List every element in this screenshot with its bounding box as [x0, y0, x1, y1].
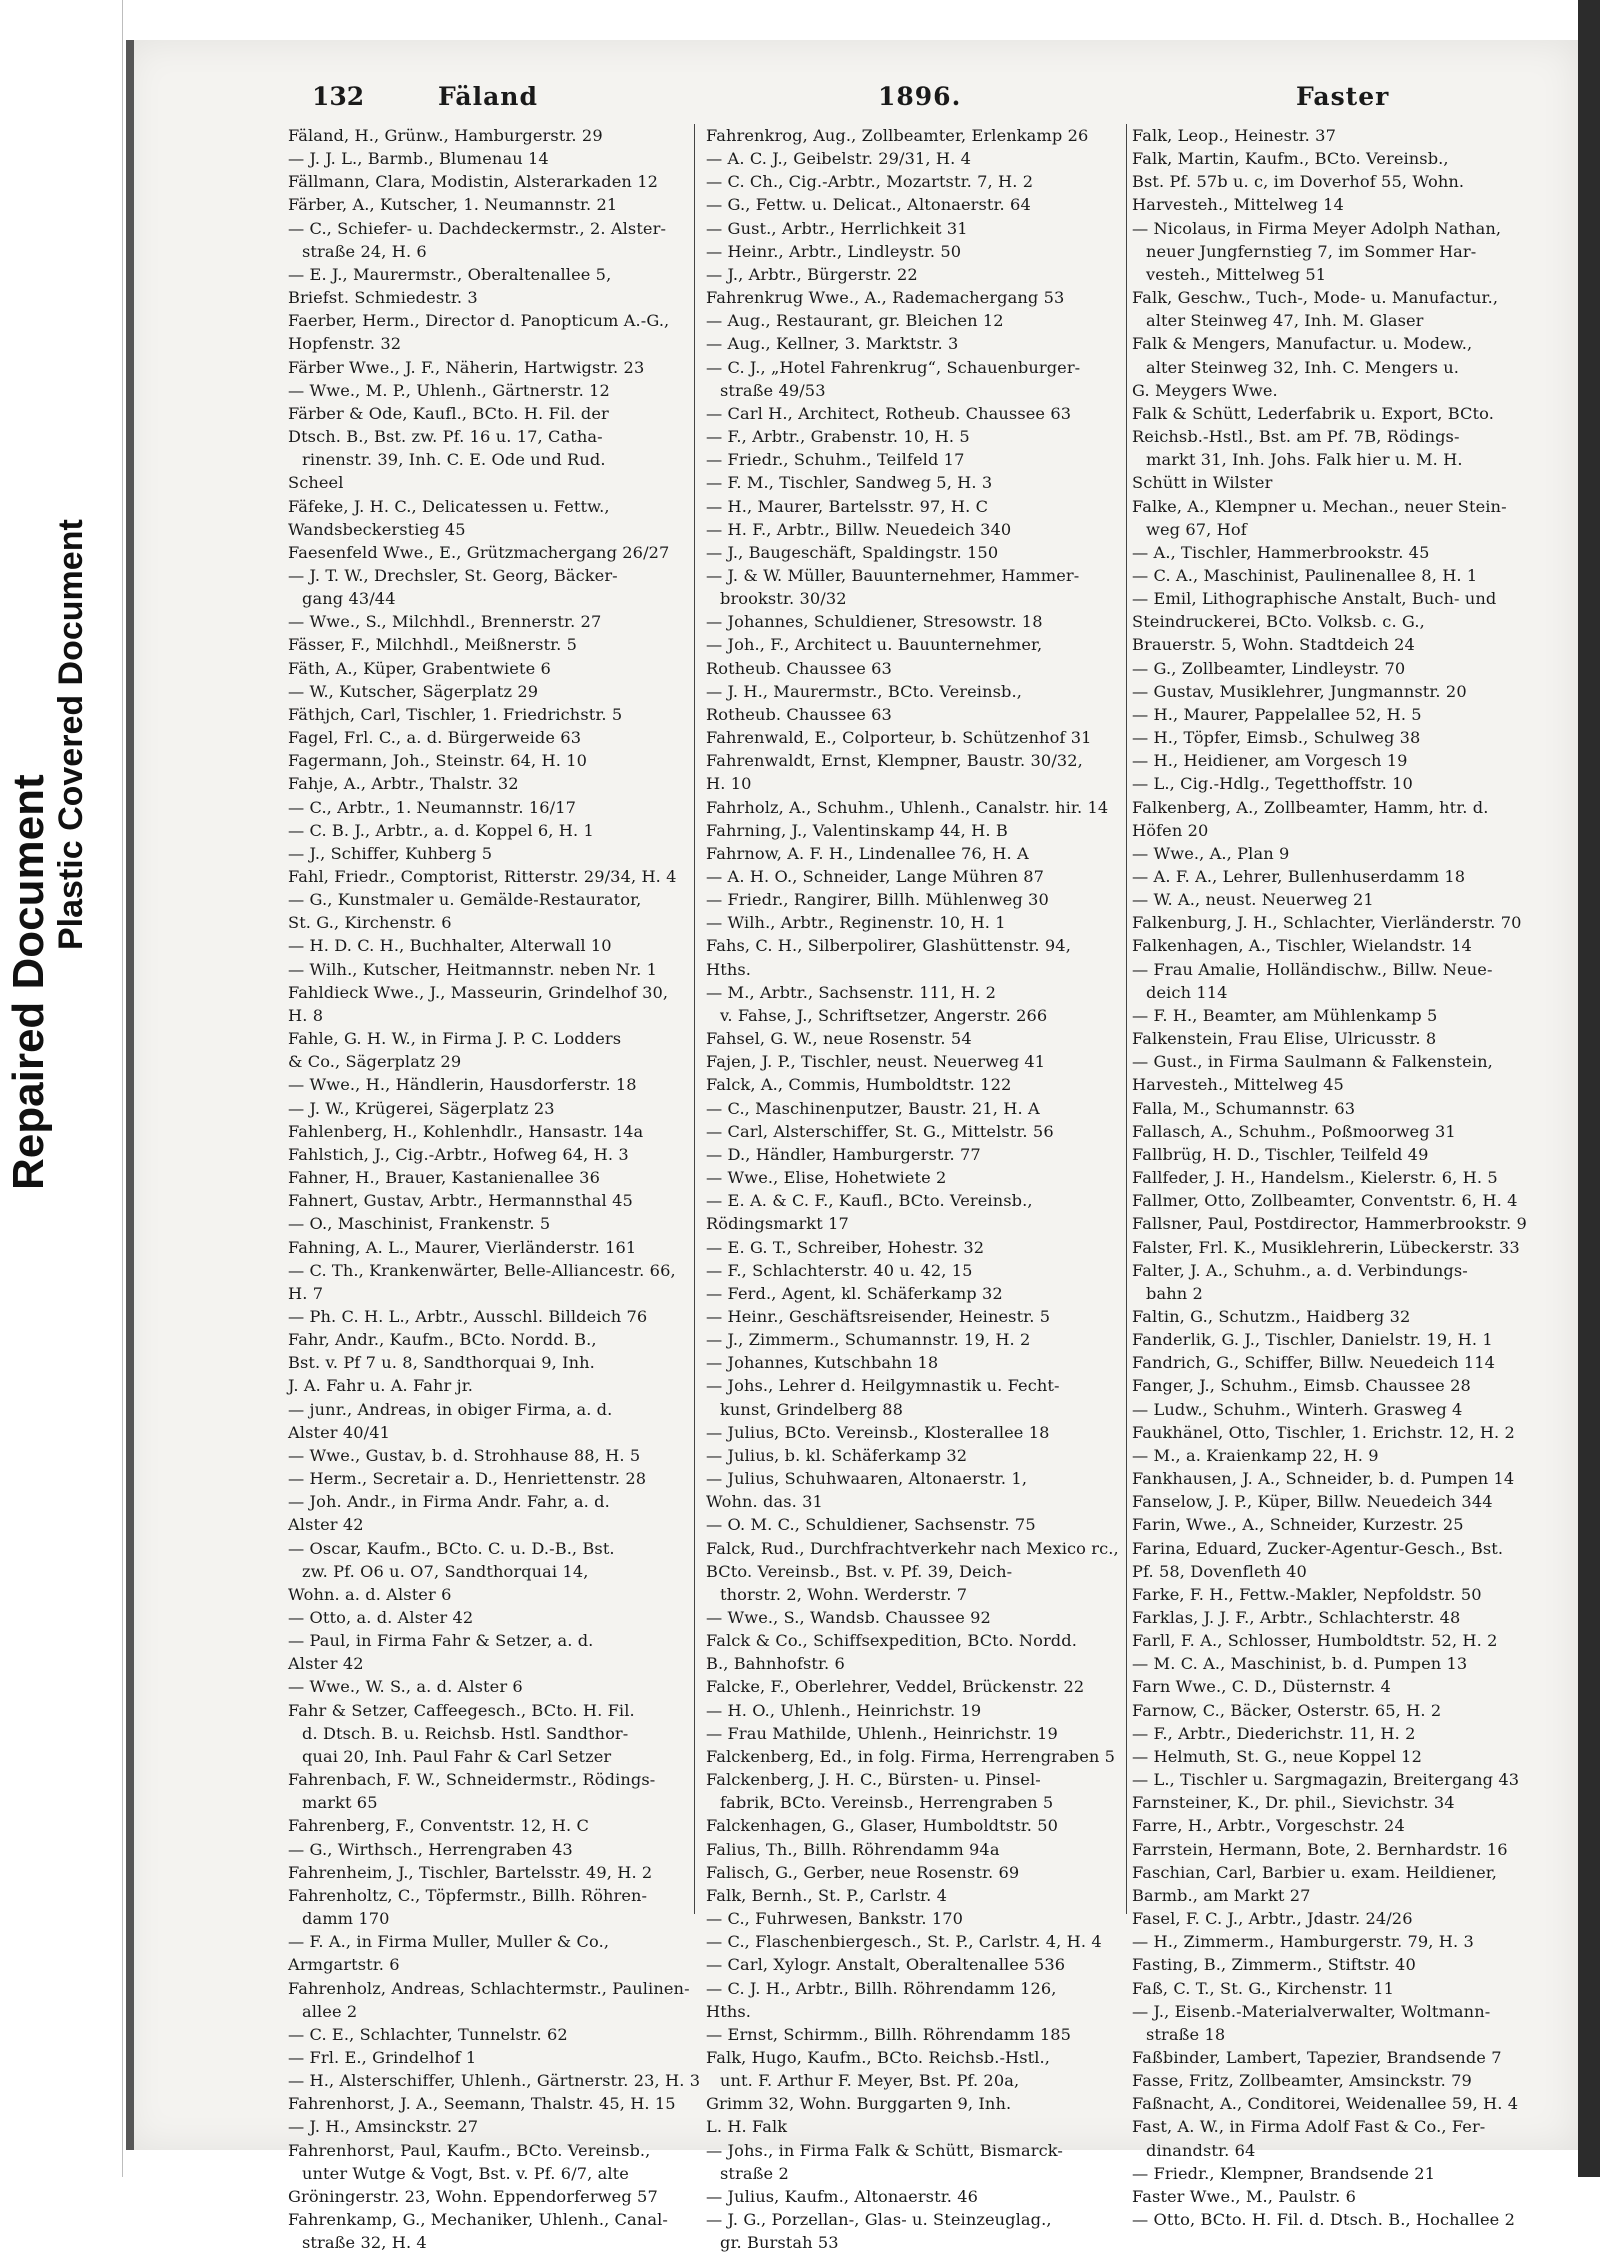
- directory-line: Fahl, Friedr., Comptorist, Ritterstr. 29/34, H. 4: [288, 867, 677, 886]
- directory-line: vesteh., Mittelweg 51: [1146, 264, 1327, 284]
- directory-line: — F. H., Beamter, am Mühlenkamp 5: [1132, 1005, 1438, 1025]
- directory-line: Brauerstr. 5, Wohn. Stadtdeich 24: [1132, 635, 1415, 655]
- directory-line: — Carl H., Architect, Rotheub. Chaussee 63: [706, 403, 1072, 423]
- directory-line: Faschian, Carl, Barbier u. exam. Heildiener,: [1132, 1862, 1498, 1882]
- directory-line: — Friedr., Schuhm., Teilfeld 17: [706, 450, 965, 470]
- directory-line: — F., Arbtr., Grabenstr. 10, H. 5: [706, 427, 970, 447]
- directory-line: — E. J., Maurermstr., Oberaltenallee 5,: [288, 264, 612, 284]
- directory-line: straße 24, H. 6: [302, 241, 427, 261]
- directory-line: — C. J. H., Arbtr., Billh. Röhrendamm 126,: [706, 1978, 1057, 1998]
- directory-line: Fasting, B., Zimmerm., Stiftstr. 40: [1132, 1955, 1416, 1975]
- directory-line: — M. C. A., Maschinist, b. d. Pumpen 13: [1132, 1654, 1468, 1674]
- directory-line: — Nicolaus, in Firma Meyer Adolph Nathan,: [1132, 218, 1502, 238]
- directory-line: Fasel, F. C. J., Arbtr., Jdastr. 24/26: [1132, 1909, 1413, 1929]
- directory-line: Faltin, G., Schutzm., Haidberg 32: [1132, 1306, 1411, 1326]
- directory-line: — J. J. L., Barmb., Blumenau 14: [288, 149, 549, 169]
- directory-line: BCto. Vereinsb., Bst. v. Pf. 39, Deich-: [706, 1561, 1013, 1581]
- page-header: [300, 78, 1560, 118]
- directory-line: zw. Pf. O6 u. O7, Sandthorquai 14,: [302, 1561, 589, 1581]
- directory-line: Falck, A., Commis, Humboldtstr. 122: [706, 1075, 1012, 1095]
- directory-line: Faßbinder, Lambert, Tapezier, Brandsende 7: [1132, 2047, 1502, 2067]
- directory-line: Fasse, Fritz, Zollbeamter, Amsinckstr. 79: [1132, 2071, 1472, 2091]
- directory-line: — H. O., Uhlenh., Heinrichstr. 19: [706, 1700, 982, 1720]
- directory-line: — J. W., Krügerei, Sägerplatz 23: [288, 1098, 555, 1118]
- directory-line: — Emil, Lithographische Anstalt, Buch- und: [1132, 589, 1497, 609]
- directory-line: — Johs., in Firma Falk & Schütt, Bismarck-: [706, 2140, 1063, 2160]
- directory-line: — Carl, Xylogr. Anstalt, Oberaltenallee 536: [706, 1955, 1066, 1975]
- directory-line: Fallmer, Otto, Zollbeamter, Conventstr. 6, H. 4: [1132, 1191, 1518, 1211]
- directory-line: Farklas, J. J. F., Arbtr., Schlachterstr. 48: [1132, 1608, 1461, 1627]
- directory-line: Alster 40/41: [288, 1422, 390, 1442]
- directory-line: Fahning, A. L., Maurer, Vierländerstr. 161: [288, 1237, 637, 1257]
- directory-line: — G., Fettw. u. Delicat., Altonaerstr. 64: [706, 195, 1031, 215]
- directory-line: — E. G. T., Schreiber, Hohestr. 32: [706, 1237, 985, 1257]
- directory-line: Farin, Wwe., A., Schneider, Kurzestr. 25: [1132, 1515, 1464, 1535]
- directory-line: Falla, M., Schumannstr. 63: [1132, 1098, 1356, 1118]
- directory-line: Fahrenkamp, G., Mechaniker, Uhlenh., Canal-: [288, 2210, 668, 2230]
- directory-line: — C., Schiefer- u. Dachdeckermstr., 2. Alster-: [288, 218, 667, 238]
- directory-line: Fandrich, G., Schiffer, Billw. Neuedeich 114: [1132, 1353, 1496, 1373]
- directory-line: Fahrenholz, Andreas, Schlachtermstr., Paulinen-: [288, 1978, 690, 1998]
- directory-line: — H., Alsterschiffer, Uhlenh., Gärtnerstr. 23, H. 3: [288, 2071, 701, 2091]
- column-divider: [694, 124, 695, 1914]
- directory-line: Falckenberg, J. H. C., Bürsten- u. Pinsel-: [706, 1770, 1041, 1790]
- directory-line: Farnow, C., Bäcker, Osterstr. 65, H. 2: [1132, 1700, 1442, 1720]
- directory-line: Falius, Th., Billh. Röhrendamm 94a: [706, 1839, 1000, 1859]
- directory-line: — F., Arbtr., Diederichstr. 11, H. 2: [1132, 1723, 1416, 1743]
- directory-line: — Ludw., Schuhm., Winterh. Grasweg 4: [1132, 1399, 1463, 1419]
- directory-line: Alster 42: [288, 1515, 364, 1535]
- directory-line: Falkenberg, A., Zollbeamter, Hamm, htr. d.: [1132, 797, 1489, 817]
- directory-line: — Friedr., Klempner, Brandsende 21: [1132, 2163, 1436, 2183]
- directory-line: straße 18: [1146, 2024, 1226, 2044]
- directory-line: — C. B. J., Arbtr., a. d. Koppel 6, H. 1: [288, 820, 594, 840]
- directory-line: — J. T. W., Drechsler, St. Georg, Bäcker-: [288, 565, 618, 585]
- directory-line: Fällmann, Clara, Modistin, Alsterarkaden 12: [288, 172, 658, 192]
- directory-line: — Wwe., S., Milchhdl., Brennerstr. 27: [288, 612, 602, 632]
- directory-line: Farrstein, Hermann, Bote, 2. Bernhardstr. 16: [1132, 1839, 1508, 1859]
- directory-line: — Frau Amalie, Holländischw., Billw. Neue-: [1132, 959, 1493, 979]
- directory-line: — A. C. J., Geibelstr. 29/31, H. 4: [706, 149, 971, 169]
- directory-line: Rotheub. Chaussee 63: [706, 658, 892, 678]
- directory-line: — Wwe., A., Plan 9: [1132, 843, 1290, 863]
- directory-line: Hths.: [706, 959, 751, 979]
- directory-line: Fäland, H., Grünw., Hamburgerstr. 29: [288, 126, 603, 145]
- directory-line: — Johannes, Kutschbahn 18: [706, 1353, 939, 1373]
- directory-line: Hths.: [706, 2001, 751, 2021]
- directory-line: Fahr, Andr., Kaufm., BCto. Nordd. B.,: [288, 1330, 597, 1350]
- directory-line: Bst. Pf. 57b u. c, im Doverhof 55, Wohn.: [1132, 172, 1465, 192]
- directory-line: J. A. Fahr u. A. Fahr jr.: [288, 1376, 474, 1396]
- directory-line: Bst. v. Pf 7 u. 8, Sandthorquai 9, Inh.: [288, 1353, 595, 1373]
- right-running-head: Faster: [1296, 82, 1390, 111]
- directory-line: — Helmuth, St. G., neue Koppel 12: [1132, 1746, 1422, 1766]
- column-divider: [1126, 124, 1127, 1914]
- directory-line: — O. M. C., Schuldiener, Sachsenstr. 75: [706, 1515, 1036, 1535]
- directory-line: unter Wutge & Vogt, Bst. v. Pf. 6/7, alte: [302, 2163, 629, 2183]
- directory-line: Rotheub. Chaussee 63: [706, 704, 892, 724]
- directory-line: Fahrholz, A., Schuhm., Uhlenh., Canalstr. hir. 14: [706, 797, 1109, 817]
- directory-line: Falk, Hugo, Kaufm., BCto. Reichsb.-Hstl.,: [706, 2047, 1051, 2067]
- directory-line: allee 2: [302, 2001, 358, 2021]
- directory-line: — G., Zollbeamter, Lindleystr. 70: [1132, 658, 1406, 678]
- directory-line: straße 2: [720, 2163, 789, 2183]
- directory-line: Falck, Rud., Durchfrachtverkehr nach Mexico rc.,: [706, 1538, 1119, 1558]
- directory-line: Fahrenwald, E., Colporteur, b. Schützenhof 31: [706, 728, 1092, 748]
- directory-line: Fäfeke, J. H. C., Delicatessen u. Fettw.,: [288, 496, 610, 516]
- directory-line: unt. F. Arthur F. Meyer, Bst. Pf. 20a,: [720, 2071, 1020, 2091]
- directory-line: — Johannes, Schuldiener, Stresowstr. 18: [706, 612, 1043, 632]
- directory-line: — Heinr., Geschäftsreisender, Heinestr. 5: [706, 1306, 1051, 1326]
- directory-line: — Julius, BCto. Vereinsb., Klosterallee 18: [706, 1422, 1050, 1442]
- directory-line: — Johs., Lehrer d. Heilgymnastik u. Fecht-: [706, 1376, 1060, 1396]
- directory-line: — Otto, a. d. Alster 42: [288, 1608, 474, 1627]
- directory-line: H. 7: [288, 1283, 324, 1303]
- directory-line: — G., Kunstmaler u. Gemälde-Restaurator,: [288, 890, 642, 910]
- directory-line: v. Fahse, J., Schriftsetzer, Angerstr. 266: [720, 1005, 1048, 1025]
- directory-line: — H., Töpfer, Eimsb., Schulweg 38: [1132, 728, 1421, 748]
- directory-line: Falcke, F., Oberlehrer, Veddel, Brückenstr. 22: [706, 1677, 1085, 1697]
- directory-line: Falisch, G., Gerber, neue Rosenstr. 69: [706, 1862, 1020, 1882]
- directory-line: Fahr & Setzer, Caffeegesch., BCto. H. Fil.: [288, 1700, 635, 1720]
- directory-line: brookstr. 30/32: [720, 589, 847, 609]
- directory-line: alter Steinweg 47, Inh. M. Glaser: [1146, 311, 1424, 331]
- directory-line: Falter, J. A., Schuhm., a. d. Verbindungs-: [1132, 1260, 1468, 1280]
- directory-line: — J. G., Porzellan-, Glas- u. Steinzeuglag.,: [706, 2210, 1052, 2230]
- directory-line: — F. M., Tischler, Sandweg 5, H. 3: [706, 473, 993, 493]
- directory-line: Fahrenholtz, C., Töpfermstr., Billh. Röhren-: [288, 1885, 648, 1905]
- directory-line: Fahrenheim, J., Tischler, Bartelsstr. 49, H. 2: [288, 1862, 653, 1882]
- directory-line: Fahrenkrug Wwe., A., Rademachergang 53: [706, 288, 1065, 308]
- directory-line: Fallbrüg, H. D., Tischler, Teilfeld 49: [1132, 1144, 1429, 1164]
- directory-line: Fahsel, G. W., neue Rosenstr. 54: [706, 1029, 972, 1049]
- directory-line: Falck & Co., Schiffsexpedition, BCto. Nordd.: [706, 1631, 1077, 1651]
- directory-line: — Paul, in Firma Fahr & Setzer, a. d.: [288, 1631, 594, 1651]
- directory-line: — F., Schlachterstr. 40 u. 42, 15: [706, 1260, 973, 1280]
- directory-line: d. Dtsch. B. u. Reichsb. Hstl. Sandthor-: [302, 1723, 629, 1743]
- directory-line: — C. Th., Krankenwärter, Belle-Alliancestr. 66,: [288, 1260, 676, 1280]
- directory-line: — W., Kutscher, Sägerplatz 29: [288, 681, 539, 701]
- directory-line: Falckenberg, Ed., in folg. Firma, Herrengraben 5: [706, 1746, 1116, 1766]
- directory-line: — Gustav, Musiklehrer, Jungmannstr. 20: [1132, 681, 1467, 701]
- directory-line: — Julius, Kaufm., Altonaerstr. 46: [706, 2186, 979, 2206]
- directory-line: Farn Wwe., C. D., Düsternstr. 4: [1132, 1677, 1391, 1697]
- directory-line: Falkenhagen, A., Tischler, Wielandstr. 14: [1132, 936, 1472, 956]
- directory-line: — A. H. O., Schneider, Lange Mühren 87: [706, 867, 1045, 886]
- directory-line: — junr., Andreas, in obiger Firma, a. d.: [288, 1399, 613, 1419]
- directory-line: Fahlenberg, H., Kohlenhdlr., Hansastr. 14a: [288, 1121, 644, 1141]
- directory-line: markt 31, Inh. Johs. Falk hier u. M. H.: [1146, 450, 1463, 470]
- directory-line: Fagel, Frl. C., a. d. Bürgerweide 63: [288, 728, 582, 748]
- directory-line: Wandsbeckerstieg 45: [288, 519, 466, 539]
- directory-line: — D., Händler, Hamburgerstr. 77: [706, 1144, 981, 1164]
- directory-line: straße 49/53: [720, 380, 826, 400]
- directory-line: gr. Burstah 53: [720, 2233, 839, 2253]
- directory-line: — Wilh., Kutscher, Heitmannstr. neben Nr. 1: [288, 959, 658, 979]
- directory-column-2: [706, 124, 1136, 2253]
- directory-line: — H., Zimmerm., Hamburgerstr. 79, H. 3: [1132, 1932, 1474, 1952]
- plastic-covered-document-label: Plastic Covered Document: [52, 519, 90, 950]
- directory-line: — G., Wirthsch., Herrengraben 43: [288, 1839, 573, 1859]
- directory-line: Falke, A., Klempner u. Mechan., neuer Stein-: [1132, 496, 1507, 516]
- directory-line: Faster Wwe., M., Paulstr. 6: [1132, 2186, 1357, 2206]
- directory-line: Fanderlik, G. J., Tischler, Danielstr. 19, H. 1: [1132, 1330, 1493, 1350]
- directory-line: Grimm 32, Wohn. Burggarten 9, Inh.: [706, 2094, 1012, 2114]
- directory-line: — L., Cig.-Hdlg., Tegetthoffstr. 10: [1132, 774, 1413, 794]
- directory-line: Fajen, J. P., Tischler, neust. Neuerweg 41: [706, 1052, 1046, 1072]
- directory-line: — J., Arbtr., Bürgerstr. 22: [706, 264, 918, 284]
- directory-column-1: [288, 124, 701, 2253]
- directory-line: Falk, Martin, Kaufm., BCto. Vereinsb.,: [1132, 149, 1449, 169]
- directory-line: B., Bahnhofstr. 6: [706, 1654, 845, 1674]
- directory-line: — C. E., Schlachter, Tunnelstr. 62: [288, 2024, 568, 2044]
- directory-line: Dtsch. B., Bst. zw. Pf. 16 u. 17, Catha-: [288, 427, 603, 447]
- directory-line: — J., Eisenb.-Materialverwalter, Woltmann-: [1132, 2001, 1491, 2021]
- directory-line: Fahlstich, J., Cig.-Arbtr., Hofweg 64, H. 3: [288, 1144, 629, 1164]
- directory-line: — Frl. E., Grindelhof 1: [288, 2047, 477, 2067]
- directory-line: Fahrenhorst, J. A., Seemann, Thalstr. 45, H. 15: [288, 2094, 676, 2114]
- directory-line: Farnsteiner, K., Dr. phil., Sievichstr. 34: [1132, 1793, 1455, 1813]
- directory-line: Falk, Geschw., Tuch-, Mode- u. Manufactur.,: [1132, 288, 1499, 308]
- year-heading: 1896.: [878, 82, 962, 111]
- directory-line: — J., Schiffer, Kuhberg 5: [288, 843, 493, 863]
- directory-line: Rödingsmarkt 17: [706, 1214, 849, 1234]
- directory-line: deich 114: [1146, 982, 1228, 1002]
- directory-line: fabrik, BCto. Vereinsb., Herrengraben 5: [720, 1793, 1054, 1813]
- directory-line: — C. J., „Hotel Fahrenkrug“, Schauenburger-: [706, 357, 1081, 377]
- directory-line: Fässer, F., Milchhdl., Meißnerstr. 5: [288, 635, 578, 655]
- directory-line: Falkenstein, Frau Elise, Ulricusstr. 8: [1132, 1029, 1437, 1049]
- directory-line: Gröningerstr. 23, Wohn. Eppendorferweg 57: [288, 2186, 658, 2206]
- binding-strip: [0, 0, 123, 2177]
- directory-line: — J. H., Amsinckstr. 27: [288, 2117, 479, 2137]
- directory-line: Fallfeder, J. H., Handelsm., Kielerstr. 6, H. 5: [1132, 1168, 1498, 1188]
- directory-line: alter Steinweg 32, Inh. C. Mengers u.: [1146, 357, 1460, 377]
- directory-line: — J. & W. Müller, Bauunternehmer, Hammer-: [706, 565, 1080, 585]
- directory-line: Steindruckerei, BCto. Volksb. c. G.,: [1132, 612, 1425, 632]
- directory-line: Wohn. a. d. Alster 6: [288, 1584, 452, 1604]
- directory-line: Faßnacht, A., Conditorei, Weidenallee 59, H. 4: [1132, 2094, 1519, 2114]
- directory-line: Falk, Bernh., St. P., Carlstr. 4: [706, 1885, 948, 1905]
- repaired-document-label: Repaired Document: [4, 774, 53, 1190]
- directory-line: markt 65: [302, 1793, 378, 1813]
- directory-line: — Frau Mathilde, Uhlenh., Heinrichstr. 19: [706, 1723, 1058, 1743]
- directory-line: Fahrning, J., Valentinskamp 44, H. B: [706, 820, 1008, 840]
- directory-line: — Herm., Secretair a. D., Henriettenstr. 28: [288, 1469, 647, 1489]
- directory-line: Färber Wwe., J. F., Näherin, Hartwigstr. 23: [288, 357, 645, 377]
- directory-line: Falckenhagen, G., Glaser, Humboldtstr. 50: [706, 1816, 1059, 1836]
- directory-line: Fäth, A., Küper, Grabentwiete 6: [288, 658, 551, 678]
- directory-line: — H., Heidiener, am Vorgesch 19: [1132, 751, 1408, 771]
- directory-line: Faukhänel, Otto, Tischler, 1. Erichstr. 12, H. 2: [1132, 1422, 1515, 1442]
- directory-line: Fahldieck Wwe., J., Masseurin, Grindelhof 30,: [288, 982, 669, 1002]
- directory-line: Fahrenberg, F., Conventstr. 12, H. C: [288, 1816, 589, 1836]
- directory-line: — C. A., Maschinist, Paulinenallee 8, H. 1: [1132, 565, 1478, 585]
- page-edge-right: [1578, 0, 1600, 2177]
- directory-line: bahn 2: [1146, 1283, 1203, 1303]
- directory-line: Fahrenwaldt, Ernst, Klempner, Baustr. 30/32,: [706, 751, 1083, 771]
- directory-line: — F. A., in Firma Muller, Muller & Co.,: [288, 1932, 610, 1952]
- directory-line: — M., Arbtr., Sachsenstr. 111, H. 2: [706, 982, 997, 1002]
- directory-line: — J., Zimmerm., Schumannstr. 19, H. 2: [706, 1330, 1031, 1350]
- directory-line: Fahrenkrog, Aug., Zollbeamter, Erlenkamp 26: [706, 126, 1089, 145]
- directory-line: Faesenfeld Wwe., E., Grützmachergang 26/27: [288, 542, 670, 562]
- directory-line: — M., a. Kraienkamp 22, H. 9: [1132, 1445, 1379, 1465]
- directory-line: kunst, Grindelberg 88: [720, 1399, 904, 1419]
- directory-line: — Wwe., W. S., a. d. Alster 6: [288, 1677, 523, 1697]
- directory-line: H. 8: [288, 1005, 324, 1025]
- directory-line: straße 32, H. 4: [302, 2233, 427, 2253]
- directory-line: — Joh., F., Architect u. Bauunternehmer,: [706, 635, 1043, 655]
- directory-line: Briefst. Schmiedestr. 3: [288, 288, 478, 308]
- directory-line: — Gust., in Firma Saulmann & Falkenstein,: [1132, 1052, 1493, 1072]
- directory-line: — Wilh., Arbtr., Reginenstr. 10, H. 1: [706, 913, 1006, 933]
- directory-line: St. G., Kirchenstr. 6: [288, 913, 452, 933]
- directory-line: — Aug., Restaurant, gr. Bleichen 12: [706, 311, 1004, 331]
- directory-line: Schütt in Wilster: [1132, 473, 1273, 493]
- directory-line: — O., Maschinist, Frankenstr. 5: [288, 1214, 551, 1234]
- directory-line: Fahs, C. H., Silberpolirer, Glashüttenstr. 94,: [706, 936, 1071, 956]
- directory-line: — C., Maschinenputzer, Baustr. 21, H. A: [706, 1098, 1040, 1118]
- directory-line: — Wwe., Gustav, b. d. Strohhause 88, H. 5: [288, 1445, 641, 1465]
- directory-line: Faß, C. T., St. G., Kirchenstr. 11: [1132, 1978, 1395, 1998]
- directory-line: — L., Tischler u. Sargmagazin, Breitergang 43: [1132, 1770, 1520, 1790]
- directory-line: thorstr. 2, Wohn. Werderstr. 7: [720, 1584, 968, 1604]
- directory-line: Farll, F. A., Schlosser, Humboldtstr. 52, H. 2: [1132, 1631, 1498, 1651]
- directory-line: — C., Fuhrwesen, Bankstr. 170: [706, 1909, 964, 1929]
- directory-line: — Oscar, Kaufm., BCto. C. u. D.-B., Bst.: [288, 1538, 615, 1558]
- directory-line: — Ferd., Agent, kl. Schäferkamp 32: [706, 1283, 1003, 1303]
- directory-line: — Wwe., S., Wandsb. Chaussee 92: [706, 1608, 991, 1627]
- directory-line: — H. F., Arbtr., Billw. Neuedeich 340: [706, 519, 1012, 539]
- directory-line: — Wwe., H., Händlerin, Hausdorferstr. 18: [288, 1075, 637, 1095]
- directory-line: Falster, Frl. K., Musiklehrerin, Lübeckerstr. 33: [1132, 1237, 1520, 1257]
- directory-line: Alster 42: [288, 1654, 364, 1674]
- directory-line: — Carl, Alsterschiffer, St. G., Mittelstr. 56: [706, 1121, 1054, 1141]
- directory-line: L. H. Falk: [706, 2117, 788, 2137]
- directory-line: rinenstr. 39, Inh. C. E. Ode und Rud.: [302, 450, 606, 470]
- directory-line: — Otto, BCto. H. Fil. d. Dtsch. B., Hochallee 2: [1132, 2210, 1515, 2230]
- directory-line: Fahrenhorst, Paul, Kaufm., BCto. Vereinsb.,: [288, 2140, 651, 2160]
- directory-line: Farina, Eduard, Zucker-Agentur-Gesch., Bst.: [1132, 1538, 1504, 1558]
- directory-line: — A., Tischler, Hammerbrookstr. 45: [1132, 542, 1430, 562]
- directory-line: — Julius, b. kl. Schäferkamp 32: [706, 1445, 968, 1465]
- directory-line: — J. H., Maurermstr., BCto. Vereinsb.,: [706, 681, 1022, 701]
- directory-line: dinandstr. 64: [1146, 2140, 1256, 2160]
- directory-line: Faerber, Herm., Director d. Panopticum A.-G.,: [288, 311, 670, 331]
- directory-line: Barmb., am Markt 27: [1132, 1885, 1311, 1905]
- directory-line: Reichsb.-Hstl., Bst. am Pf. 7B, Rödings-: [1132, 427, 1460, 447]
- directory-line: weg 67, Hof: [1146, 519, 1247, 539]
- directory-line: — H., Maurer, Bartelsstr. 97, H. C: [706, 496, 989, 516]
- directory-line: — Heinr., Arbtr., Lindleystr. 50: [706, 241, 962, 261]
- directory-line: — H., Maurer, Pappelallee 52, H. 5: [1132, 704, 1422, 724]
- directory-line: Hopfenstr. 32: [288, 334, 402, 354]
- directory-line: Fahner, H., Brauer, Kastanienallee 36: [288, 1168, 600, 1188]
- directory-line: Armgartstr. 6: [288, 1955, 400, 1975]
- directory-line: gang 43/44: [302, 589, 396, 609]
- directory-line: — Gust., Arbtr., Herrlichkeit 31: [706, 218, 968, 238]
- directory-line: — E. A. & C. F., Kaufl., BCto. Vereinsb.,: [706, 1191, 1033, 1211]
- directory-line: quai 20, Inh. Paul Fahr & Carl Setzer: [302, 1746, 612, 1766]
- directory-line: Fahrnow, A. F. H., Lindenallee 76, H. A: [706, 843, 1029, 863]
- directory-line: — A. F. A., Lehrer, Bullenhuserdamm 18: [1132, 867, 1466, 886]
- directory-line: Wohn. das. 31: [706, 1492, 823, 1512]
- directory-column-3: [1132, 124, 1550, 2230]
- directory-line: Fallsner, Paul, Postdirector, Hammerbrookstr. 9: [1132, 1214, 1527, 1234]
- directory-line: & Co., Sägerplatz 29: [288, 1052, 462, 1072]
- directory-line: — C., Arbtr., 1. Neumannstr. 16/17: [288, 797, 576, 817]
- directory-line: Färber & Ode, Kaufl., BCto. H. Fil. der: [288, 403, 609, 423]
- directory-line: Fankhausen, J. A., Schneider, b. d. Pumpen 14: [1132, 1469, 1515, 1489]
- directory-line: neuer Jungfernstieg 7, im Sommer Har-: [1146, 241, 1477, 261]
- directory-line: Fanger, J., Schuhm., Eimsb. Chaussee 28: [1132, 1376, 1471, 1396]
- directory-line: — C., Flaschenbiergesch., St. P., Carlstr. 4, H. 4: [706, 1932, 1102, 1952]
- page-edge-left: [126, 40, 134, 2150]
- directory-line: Farke, F. H., Fettw.-Makler, Nepfoldstr. 50: [1132, 1584, 1482, 1604]
- directory-line: Falkenburg, J. H., Schlachter, Vierländerstr. 70: [1132, 913, 1522, 933]
- page-number: 132: [312, 82, 365, 111]
- directory-line: — W. A., neust. Neuerweg 21: [1132, 890, 1374, 910]
- directory-line: — Wwe., M. P., Uhlenh., Gärtnerstr. 12: [288, 380, 610, 400]
- directory-line: G. Meygers Wwe.: [1132, 380, 1278, 400]
- directory-line: Scheel: [288, 473, 344, 493]
- directory-line: — H. D. C. H., Buchhalter, Alterwall 10: [288, 936, 612, 956]
- directory-line: — J., Baugeschäft, Spaldingstr. 150: [706, 542, 999, 562]
- directory-line: Fäthjch, Carl, Tischler, 1. Friedrichstr. 5: [288, 704, 623, 724]
- directory-line: — Julius, Schuhwaaren, Altonaerstr. 1,: [706, 1469, 1028, 1489]
- directory-line: — Ernst, Schirmm., Billh. Röhrendamm 185: [706, 2024, 1072, 2044]
- directory-line: Fast, A. W., in Firma Adolf Fast & Co., Fer-: [1132, 2117, 1486, 2137]
- directory-line: Höfen 20: [1132, 820, 1209, 840]
- directory-line: Farre, H., Arbtr., Vorgeschstr. 24: [1132, 1816, 1405, 1836]
- directory-line: — C. Ch., Cig.-Arbtr., Mozartstr. 7, H. 2: [706, 172, 1034, 192]
- directory-line: Pf. 58, Dovenfleth 40: [1132, 1561, 1307, 1581]
- directory-line: damm 170: [302, 1909, 390, 1929]
- directory-line: Fahrenbach, F. W., Schneidermstr., Rödings-: [288, 1770, 656, 1790]
- directory-line: Fanselow, J. P., Küper, Billw. Neuedeich 344: [1132, 1492, 1493, 1512]
- directory-line: — Ph. C. H. L., Arbtr., Ausschl. Billdeich 76: [288, 1306, 648, 1326]
- directory-line: Fahje, A., Arbtr., Thalstr. 32: [288, 774, 519, 794]
- directory-line: Falk & Mengers, Manufactur. u. Modew.,: [1132, 334, 1473, 354]
- directory-line: — Joh. Andr., in Firma Andr. Fahr, a. d.: [288, 1492, 610, 1512]
- directory-line: Färber, A., Kutscher, 1. Neumannstr. 21: [288, 195, 618, 215]
- directory-line: Harvesteh., Mittelweg 45: [1132, 1075, 1344, 1095]
- directory-line: Fahle, G. H. W., in Firma J. P. C. Lodders: [288, 1029, 622, 1049]
- directory-line: Harvesteh., Mittelweg 14: [1132, 195, 1344, 215]
- directory-line: Fagermann, Joh., Steinstr. 64, H. 10: [288, 751, 588, 771]
- directory-line: Falk, Leop., Heinestr. 37: [1132, 126, 1336, 145]
- left-running-head: Fäland: [438, 82, 538, 111]
- directory-line: — Friedr., Rangirer, Billh. Mühlenweg 30: [706, 890, 1049, 910]
- directory-line: Fahnert, Gustav, Arbtr., Hermannsthal 45: [288, 1191, 633, 1211]
- directory-line: — Aug., Kellner, 3. Marktstr. 3: [706, 334, 959, 354]
- directory-line: Fallasch, A., Schuhm., Poßmoorweg 31: [1132, 1121, 1456, 1141]
- directory-line: H. 10: [706, 774, 752, 794]
- directory-line: — Wwe., Elise, Hohetwiete 2: [706, 1168, 947, 1188]
- directory-line: Falk & Schütt, Lederfabrik u. Export, BCto.: [1132, 403, 1494, 423]
